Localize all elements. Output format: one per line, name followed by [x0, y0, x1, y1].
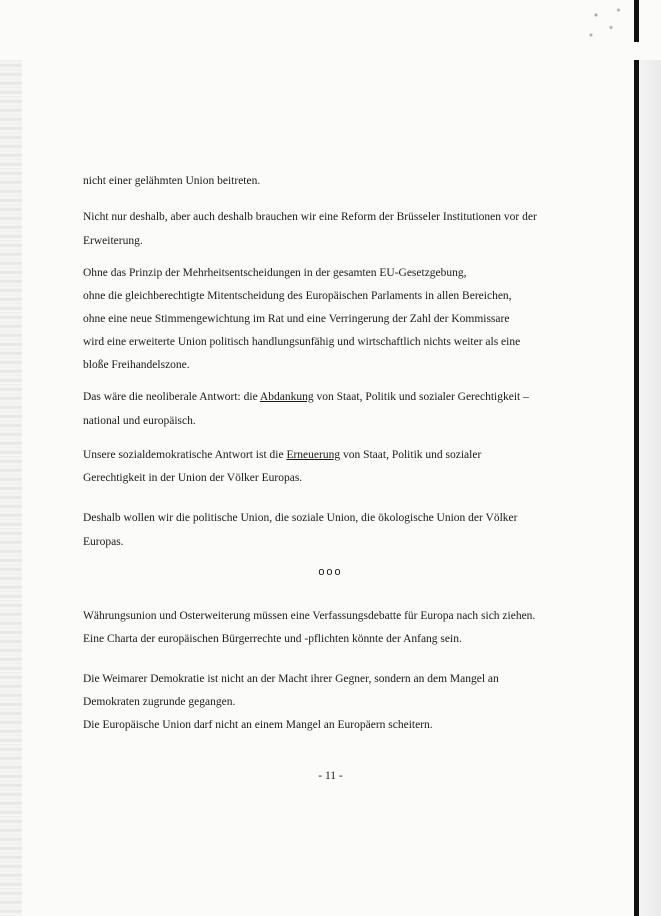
text-line — [83, 691, 235, 713]
text-segment: Ohne das Prinzip der Mehrheitsentscheidungen in der gesamten EU-Gesetzgebung, — [83, 267, 467, 279]
text-segment: Unsere sozialdemokratische Antwort ist die — [83, 449, 287, 461]
text-line — [83, 410, 196, 432]
text-segment: Das wäre die neoliberale Antwort: die — [83, 391, 260, 403]
text-segment: Gerechtigkeit in der Union der Völker Europas. — [83, 472, 303, 484]
text-segment: Demokraten zugrunde gegangen. — [83, 696, 236, 708]
text-segment: Eine Charta der europäischen Bürgerrechte und -pflichten könnte der Anfang sein. — [83, 633, 462, 645]
text-line — [83, 331, 520, 353]
scan-edge-right — [639, 60, 661, 916]
section-separator: ooo — [318, 566, 343, 578]
text-segment: Währungsunion und Osterweiterung müssen eine Verfassungsdebatte für Europa nach sich ziehen. — [83, 610, 536, 622]
text-segment: Die Europäische Union darf nicht an einem Mangel an Europäern scheitern. — [83, 719, 433, 731]
text-line — [83, 262, 467, 284]
text-segment: wird eine erweiterte Union politisch handlungsunfähig und wirtschaftlich nichts weiter als eine — [83, 336, 521, 348]
scan-edge-left — [0, 60, 22, 916]
text-line — [83, 605, 535, 627]
text-line — [83, 467, 302, 489]
underlined-word: Abdankung — [259, 391, 314, 403]
text-segment: Europas. — [83, 536, 124, 548]
text-line — [83, 386, 529, 408]
text-line — [83, 507, 517, 529]
text-segment: von Staat, Politik und sozialer — [340, 449, 482, 461]
page-number: - 11 - — [318, 770, 343, 782]
text-line — [83, 170, 260, 192]
text-line — [83, 354, 190, 376]
text-line — [83, 668, 499, 690]
text-segment: Erweiterung. — [83, 235, 143, 247]
text-segment: Deshalb wollen wir die politische Union, die soziale Union, die ökologische Union der Völker — [83, 512, 518, 524]
text-segment: bloße Freihandelszone. — [83, 359, 190, 371]
scan-speckle — [581, 0, 631, 50]
text-line — [83, 531, 124, 553]
text-line — [83, 206, 537, 228]
text-segment: Nicht nur deshalb, aber auch deshalb brauchen wir eine Reform der Brüsseler Institutionen vor der — [83, 211, 537, 223]
text-line — [83, 628, 462, 650]
underlined-word: Erneuerung — [286, 449, 341, 461]
text-segment: nicht einer gelähmten Union beitreten. — [83, 175, 261, 187]
text-line — [83, 714, 433, 736]
text-segment: ohne die gleichberechtigte Mitentscheidung des Europäischen Parlaments in allen Bereichen, — [83, 290, 512, 302]
scan-bar-right — [634, 60, 639, 916]
text-segment: von Staat, Politik und sozialer Gerechtigkeit – — [313, 391, 529, 403]
text-line — [83, 308, 509, 330]
text-segment: ohne eine neue Stimmengewichtung im Rat und eine Verringerung der Zahl der Kommissare — [83, 313, 510, 325]
text-line — [83, 230, 143, 252]
text-line — [83, 285, 512, 307]
text-segment: national und europäisch. — [83, 415, 196, 427]
scan-bar-top — [634, 0, 639, 42]
text-segment: Die Weimarer Demokratie ist nicht an der Macht ihrer Gegner, sondern an dem Mangel an — [83, 673, 499, 685]
text-line — [83, 444, 481, 466]
